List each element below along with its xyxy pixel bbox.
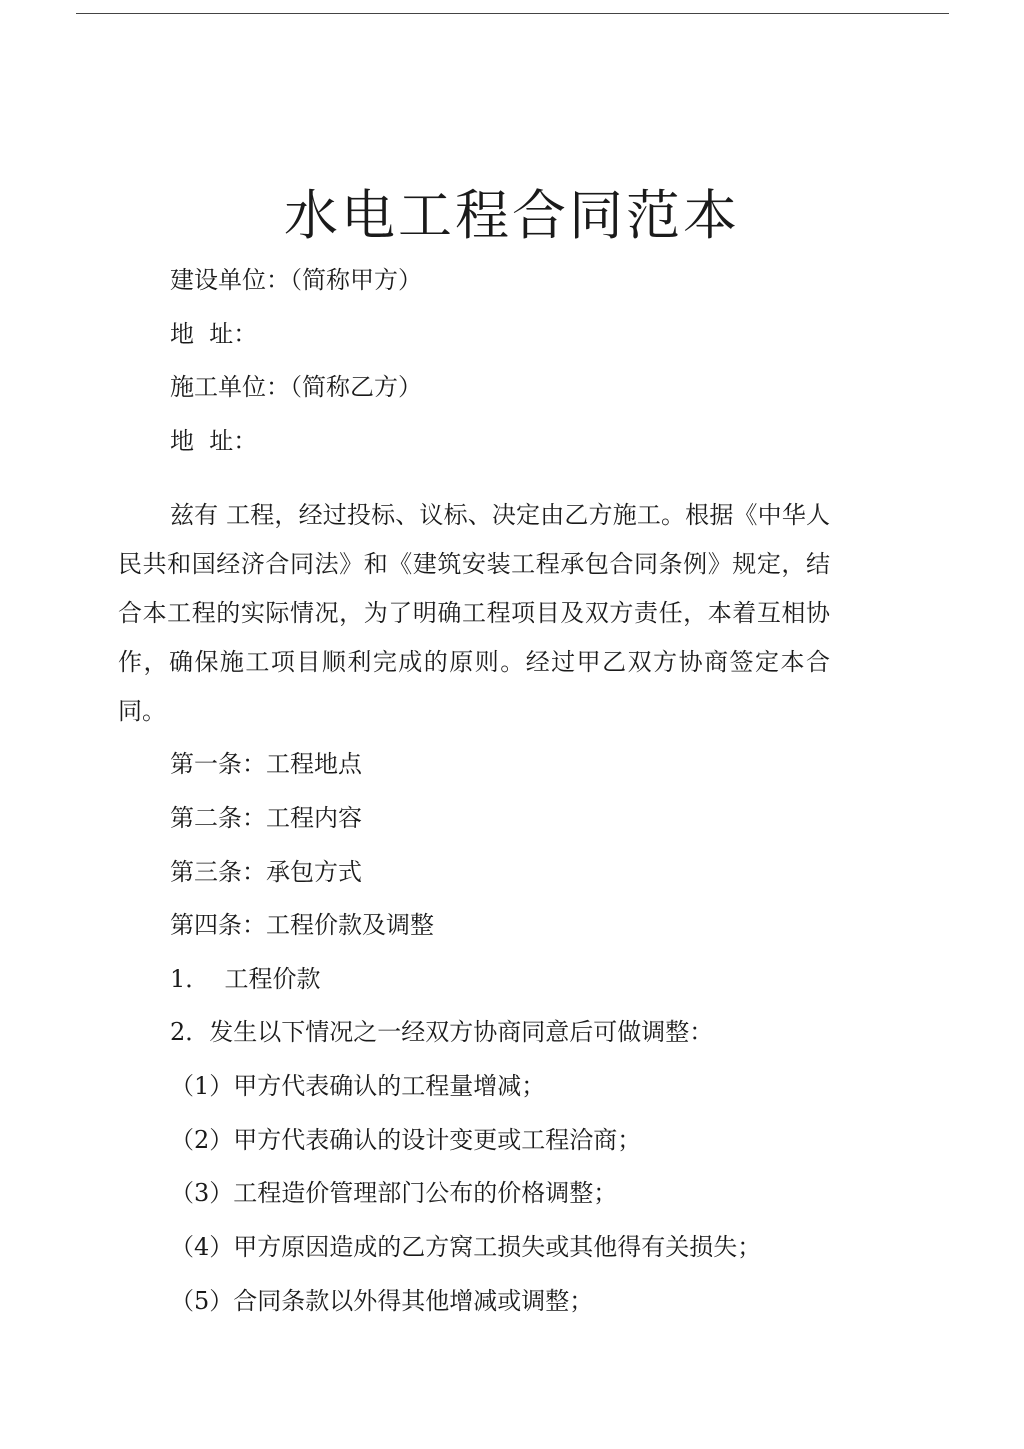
article-2: 第二条：工程内容 xyxy=(170,804,362,832)
adjustment-item-3: （3）工程造价管理部门公布的价格调整； xyxy=(170,1179,618,1207)
article-1: 第一条：工程地点 xyxy=(170,750,362,778)
preamble-text: 兹有 工程，经过投标、议标、决定由乙方施工。根据《中华人民共和国经济合同法》和《建筑安装工程承包合同条例》规定，结合本工程的实际情况，为了明确工程项目及双方责任，本着互相协作，确保施工项目顺利完成的原则。经过甲乙双方协商签定本合同。 xyxy=(118,501,830,725)
party-b-label: 施工单位：（简称乙方） xyxy=(170,373,422,401)
price-item-1: 1． 工程价款 xyxy=(170,965,321,993)
preamble-paragraph xyxy=(118,491,830,736)
adjustment-item-5: （5）合同条款以外得其他增减或调整； xyxy=(170,1287,594,1315)
party-a-label: 建设单位：（简称甲方） xyxy=(170,266,422,294)
party-a-address: 地 址： xyxy=(170,320,258,348)
price-item-2: 2．发生以下情况之一经双方协商同意后可做调整： xyxy=(170,1018,714,1046)
party-b-address: 地 址： xyxy=(170,427,258,455)
header-rule xyxy=(76,13,949,14)
adjustment-item-4: （4）甲方原因造成的乙方窝工损失或其他得有关损失； xyxy=(170,1233,762,1261)
article-4: 第四条：工程价款及调整 xyxy=(170,911,434,939)
document-title: 水电工程合同范本 xyxy=(284,184,740,248)
adjustment-item-1: （1）甲方代表确认的工程量增减； xyxy=(170,1072,546,1100)
adjustment-item-2: （2）甲方代表确认的设计变更或工程洽商； xyxy=(170,1126,642,1154)
article-3: 第三条：承包方式 xyxy=(170,858,362,886)
